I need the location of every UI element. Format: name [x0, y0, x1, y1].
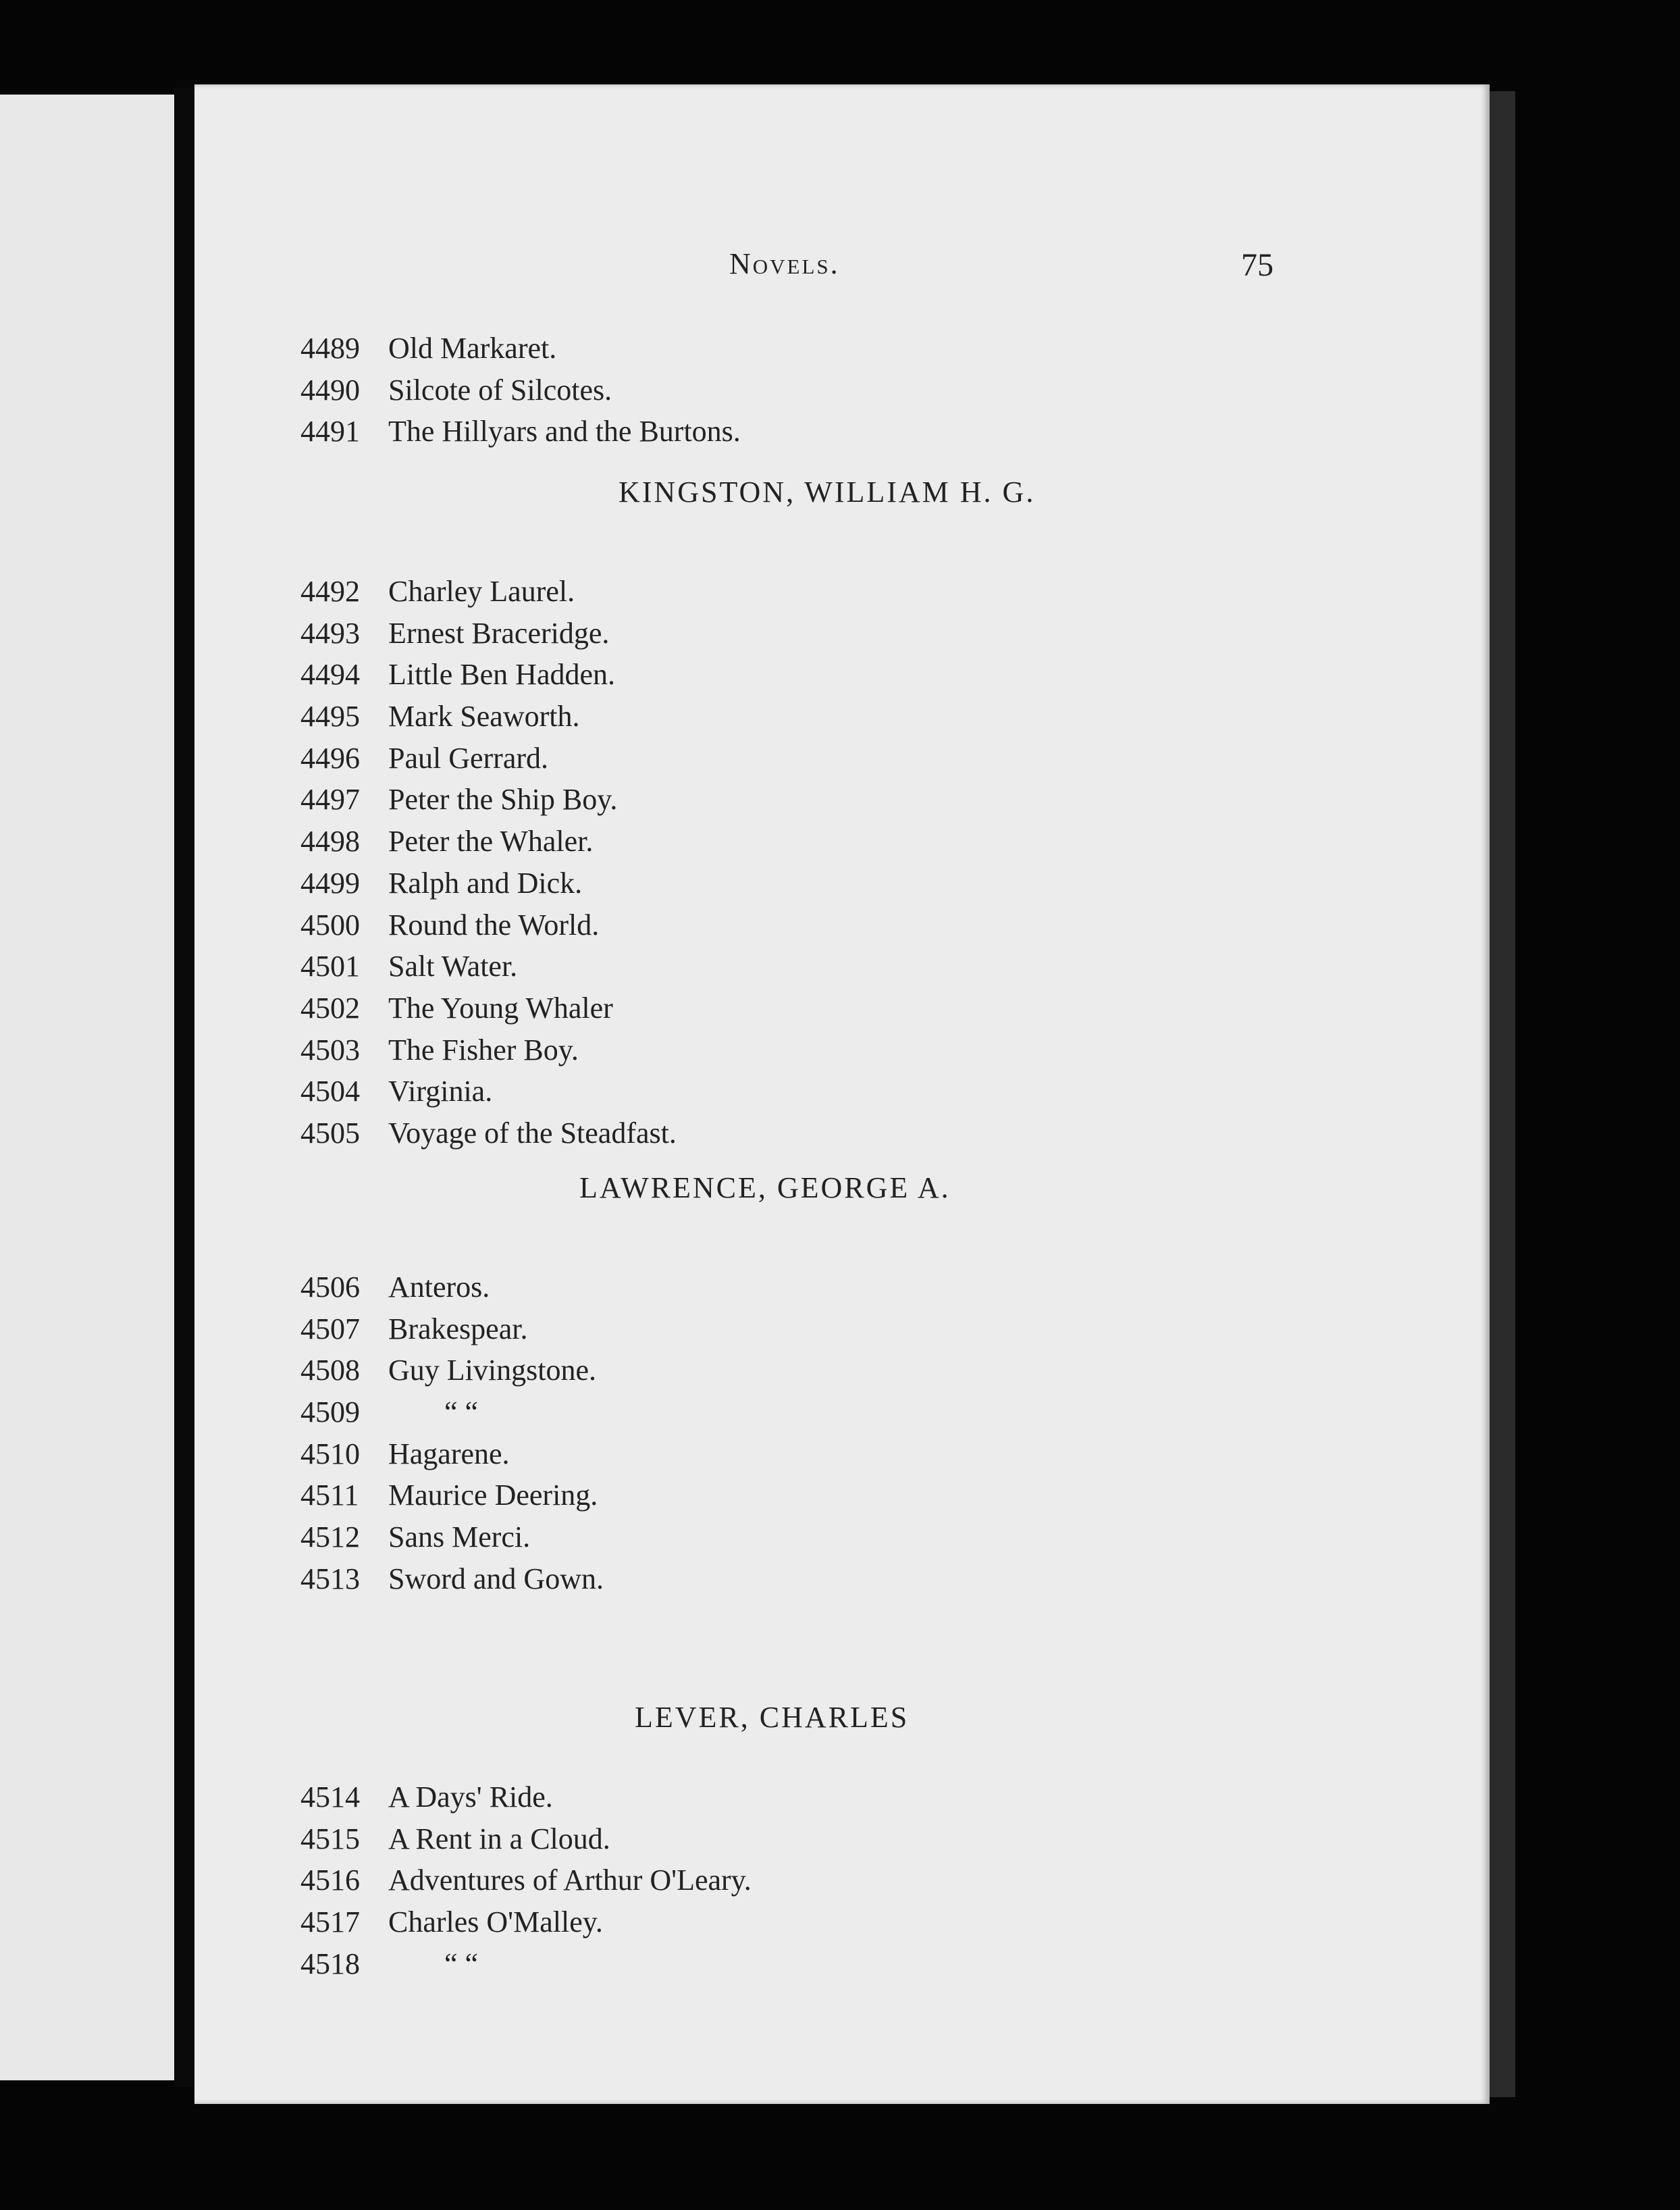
entry-number: 4518 — [300, 1947, 360, 1980]
page-edge — [1490, 91, 1515, 2097]
entry-title: Ralph and Dick. — [388, 866, 583, 900]
catalog-entry — [194, 904, 1490, 946]
entry-title: The Young Whaler — [388, 991, 613, 1025]
page-number: 75 — [1241, 247, 1274, 283]
catalog-entry — [194, 369, 1490, 411]
entry-number: 4492 — [300, 575, 360, 608]
catalog-entry — [194, 863, 1490, 904]
catalog-group — [194, 571, 1490, 1154]
catalog-entry — [194, 779, 1490, 821]
catalog-entry — [194, 1776, 1490, 1818]
catalog-entry — [194, 1350, 1490, 1391]
catalog-entry — [194, 1029, 1490, 1071]
entry-title: A Days' Ride. — [388, 1780, 553, 1814]
entry-title: “ “ — [444, 1395, 479, 1429]
book-spine — [174, 88, 194, 2087]
catalog-page — [194, 84, 1490, 2104]
catalog-entry — [194, 1516, 1490, 1558]
entry-number: 4509 — [300, 1395, 360, 1429]
author-heading: KINGSTON, WILLIAM H. G. — [619, 476, 1036, 509]
author-heading: LAWRENCE, GEORGE A. — [579, 1171, 951, 1204]
entry-title: Charley Laurel. — [388, 575, 575, 608]
catalog-entry — [194, 1474, 1490, 1516]
entry-title: The Hillyars and the Burtons. — [388, 415, 741, 448]
entry-number: 4491 — [300, 415, 360, 448]
running-title: Novels. — [729, 247, 840, 280]
entry-title: Guy Livingstone. — [388, 1354, 596, 1387]
entry-title: Hagarene. — [388, 1437, 510, 1470]
entry-number: 4495 — [300, 700, 360, 734]
entry-title: Paul Gerrard. — [388, 741, 549, 775]
catalog-entry — [194, 613, 1490, 654]
catalog-group — [194, 1776, 1490, 1984]
entry-number: 4512 — [300, 1520, 360, 1554]
entry-title: Salt Water. — [388, 950, 518, 983]
entry-title: The Fisher Boy. — [388, 1033, 579, 1067]
entry-number: 4506 — [300, 1270, 360, 1304]
entry-title: Peter the Ship Boy. — [388, 783, 618, 817]
entry-number: 4502 — [300, 991, 360, 1025]
catalog-entry — [194, 1433, 1490, 1475]
entry-number: 4490 — [300, 373, 360, 407]
entry-title: Anteros. — [388, 1270, 490, 1304]
catalog-entry — [194, 1901, 1490, 1943]
entry-number: 4496 — [300, 741, 360, 775]
entry-title: A Rent in a Cloud. — [388, 1822, 610, 1855]
entry-title: Old Markaret. — [388, 332, 557, 365]
entry-number: 4497 — [300, 783, 360, 817]
entry-number: 4515 — [300, 1822, 360, 1855]
entry-number: 4501 — [300, 950, 360, 983]
catalog-entry — [194, 946, 1490, 987]
entry-title: Ernest Braceridge. — [388, 616, 610, 650]
entry-number: 4499 — [300, 866, 360, 900]
entry-number: 4504 — [300, 1075, 360, 1108]
facing-page — [0, 95, 174, 2080]
catalog-entry — [194, 1071, 1490, 1112]
entry-number: 4500 — [300, 908, 360, 942]
entry-title: “ “ — [444, 1947, 479, 1980]
entry-title: Silcote of Silcotes. — [388, 373, 612, 407]
catalog-entry — [194, 1818, 1490, 1860]
catalog-entry — [194, 1391, 1490, 1433]
catalog-entry — [194, 1558, 1490, 1600]
catalog-entry — [194, 654, 1490, 696]
catalog-entry — [194, 411, 1490, 453]
entry-number: 4508 — [300, 1354, 360, 1387]
entry-title: Mark Seaworth. — [388, 700, 580, 734]
catalog-entry — [194, 328, 1490, 369]
entry-number: 4489 — [300, 332, 360, 365]
entry-title: Adventures of Arthur O'Leary. — [388, 1864, 752, 1897]
entry-title: Sword and Gown. — [388, 1562, 604, 1595]
entry-title: Maurice Deering. — [388, 1479, 598, 1512]
page-header — [194, 247, 1490, 301]
entry-number: 4516 — [300, 1864, 360, 1897]
entry-number: 4498 — [300, 825, 360, 858]
entry-title: Virginia. — [388, 1075, 493, 1108]
entry-number: 4507 — [300, 1312, 360, 1345]
entry-number: 4493 — [300, 616, 360, 650]
catalog-entry — [194, 987, 1490, 1029]
entry-number: 4494 — [300, 658, 360, 692]
catalog-entry — [194, 1308, 1490, 1350]
catalog-entry — [194, 1859, 1490, 1901]
entry-title: Round the World. — [388, 908, 600, 942]
entry-title: Little Ben Hadden. — [388, 658, 616, 692]
entry-number: 4517 — [300, 1905, 360, 1939]
catalog-entry — [194, 821, 1490, 863]
catalog-entry — [194, 1943, 1490, 1985]
catalog-entry — [194, 738, 1490, 779]
entry-number: 4513 — [300, 1562, 360, 1595]
entry-title: Brakespear. — [388, 1312, 528, 1345]
entry-title: Peter the Whaler. — [388, 825, 594, 858]
author-heading: LEVER, CHARLES — [635, 1701, 910, 1734]
entry-number: 4511 — [300, 1479, 359, 1512]
catalog-entry — [194, 696, 1490, 738]
entry-title: Sans Merci. — [388, 1520, 531, 1554]
entry-title: Charles O'Malley. — [388, 1905, 603, 1939]
entry-number: 4514 — [300, 1780, 360, 1814]
entry-number: 4510 — [300, 1437, 360, 1470]
catalog-entry — [194, 1112, 1490, 1154]
entry-number: 4503 — [300, 1033, 360, 1067]
entry-title: Voyage of the Steadfast. — [388, 1116, 677, 1150]
catalog-entry — [194, 1266, 1490, 1308]
catalog-entry — [194, 571, 1490, 613]
catalog-group — [194, 328, 1490, 453]
entry-number: 4505 — [300, 1116, 360, 1150]
catalog-group — [194, 1266, 1490, 1600]
